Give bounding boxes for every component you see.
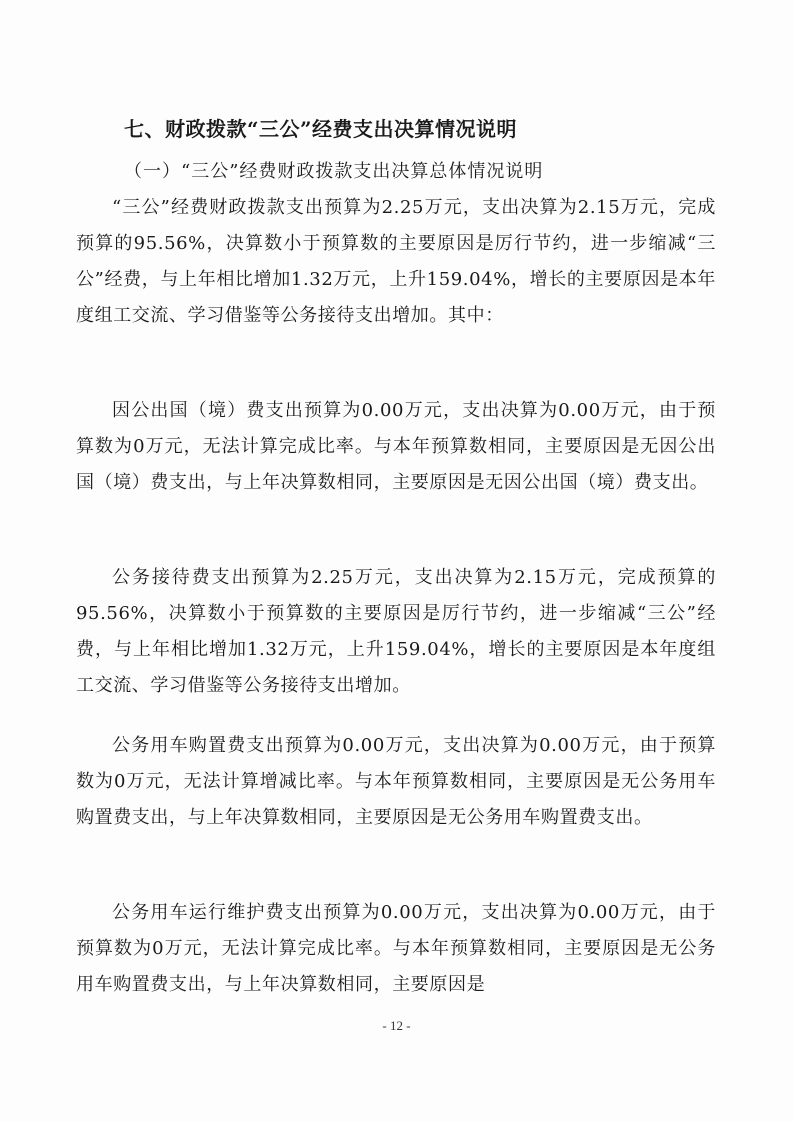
paragraph-overseas-travel: 因公出国（境）费支出预算为0.00万元，支出决算为0.00万元，由于预算数为0万元，无法计算完成比率。与本年预算数相同，主要原因是无因公出国（境）费支出，与上年决算数相同，主要原因是无因公出国（境）费支出。 — [76, 400, 716, 493]
paragraph-vehicle-maintenance: 公务用车运行维护费支出预算为0.00万元，支出决算为0.00万元，由于预算数为0万元，无法计算完成比率。与本年预算数相同，主要原因是无公务用车购置费支出，与上年决算数相同，主要原因是 — [76, 902, 716, 995]
paragraph-vehicle-purchase: 公务用车购置费支出预算为0.00万元，支出决算为0.00万元，由于预算数为0万元，无法计算增减比率。与本年预算数相同，主要原因是无公务用车购置费支出，与上年决算数相同，主要原因是无公务用车购置费支出。 — [76, 735, 716, 828]
paragraph-official-reception: 公务接待费支出预算为2.25万元，支出决算为2.15万元，完成预算的95.56%，决算数小于预算数的主要原因是厉行节约，进一步缩减“三公”经费，与上年相比增加1.32万元，上升159.04%，增长的主要原因是本年度组工交流、学习借鉴等公务接待支出增加。 — [76, 567, 716, 696]
subsection-title: （一）“三公”经费财政拨款支出决算总体情况说明 — [124, 161, 544, 182]
section-title: 七、财政拨款“三公”经费支出决算情况说明 — [124, 117, 518, 141]
page-number: - 12 - — [382, 1018, 411, 1033]
paragraph-overview: “三公”经费财政拨款支出预算为2.25万元，支出决算为2.15万元，完成预算的95.56%，决算数小于预算数的主要原因是厉行节约，进一步缩减“三公”经费，与上年相比增加1.32万元，上升159.04%，增长的主要原因是本年度组工交流、学习借鉴等公务接待支出增加。其中： — [76, 197, 716, 326]
